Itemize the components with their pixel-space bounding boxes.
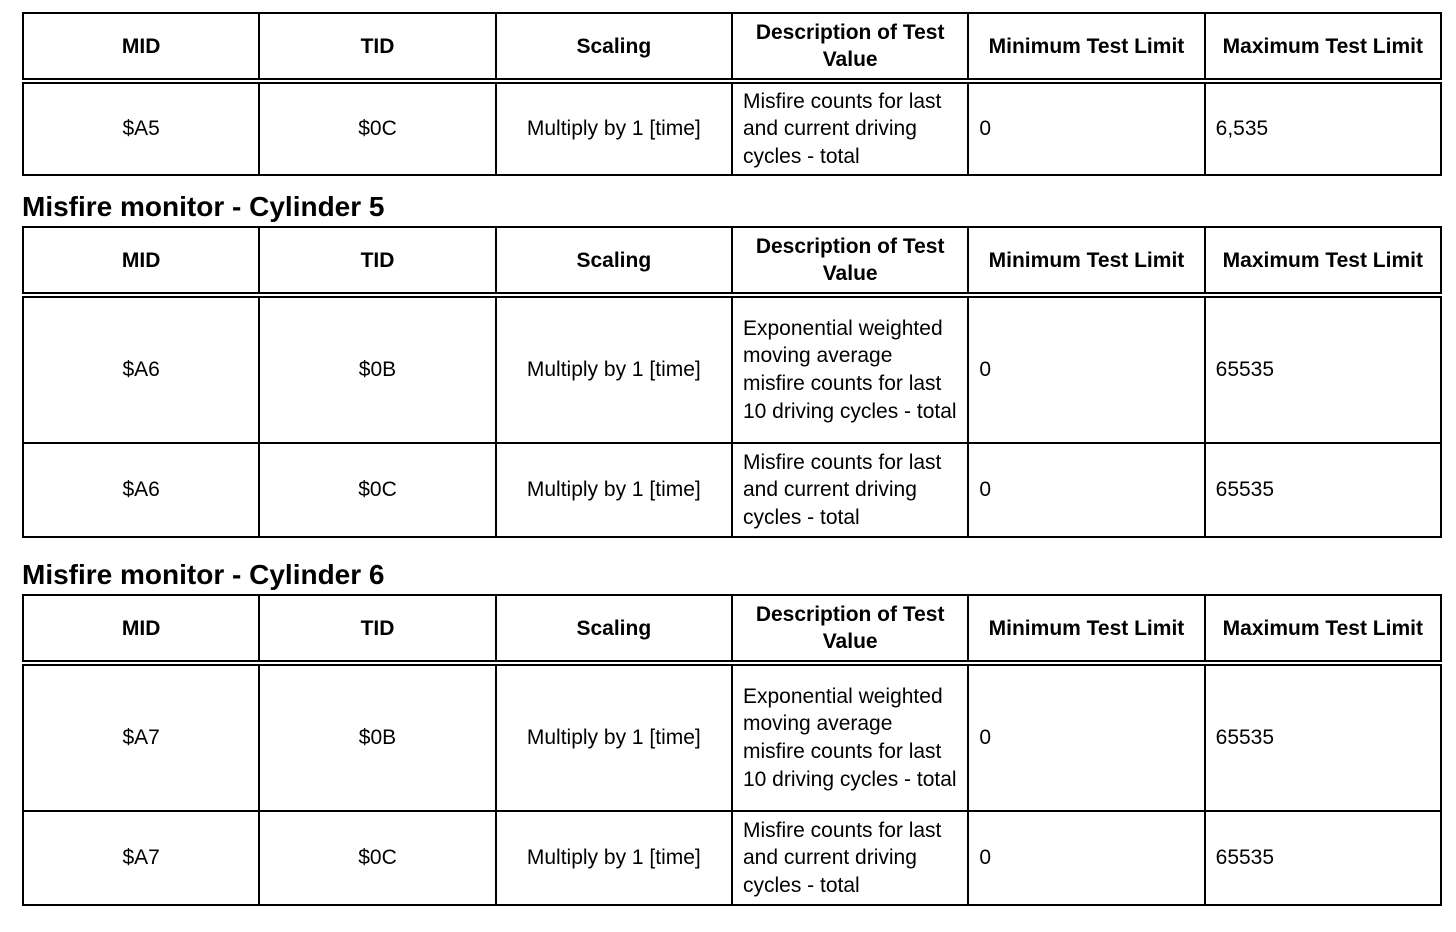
cell-description: Misfire counts for last and current driving cycles - total — [732, 443, 968, 537]
cell-min-limit: 0 — [968, 81, 1204, 175]
header-tid: TID — [259, 595, 495, 663]
cell-max-limit: 65535 — [1205, 811, 1441, 905]
cell-max-limit: 65535 — [1205, 663, 1441, 811]
test-limits-table-cylinder-5 — [22, 226, 1442, 538]
header-max-limit: Maximum Test Limit — [1205, 595, 1441, 663]
test-limits-table-cylinder-6 — [22, 594, 1442, 906]
header-row — [23, 227, 1441, 295]
cell-scaling: Multiply by 1 [time] — [496, 811, 732, 905]
cell-mid: $A6 — [23, 443, 259, 537]
cell-mid: $A5 — [23, 81, 259, 175]
header-min-limit: Minimum Test Limit — [968, 595, 1204, 663]
header-mid: MID — [23, 227, 259, 295]
table-row — [23, 443, 1441, 537]
cell-min-limit: 0 — [968, 443, 1204, 537]
table-row — [23, 295, 1441, 443]
section-title-cylinder-5: Misfire monitor - Cylinder 5 — [22, 191, 385, 222]
cell-min-limit: 0 — [968, 295, 1204, 443]
header-description: Description of Test Value — [732, 227, 968, 295]
header-scaling: Scaling — [496, 227, 732, 295]
header-description: Description of Test Value — [732, 13, 968, 81]
section-title-cylinder-6: Misfire monitor - Cylinder 6 — [22, 559, 385, 590]
cell-scaling: Multiply by 1 [time] — [496, 81, 732, 175]
header-mid: MID — [23, 595, 259, 663]
header-description: Description of Test Value — [732, 595, 968, 663]
cell-min-limit: 0 — [968, 811, 1204, 905]
header-tid: TID — [259, 227, 495, 295]
cell-description: Exponential weighted moving average misfire counts for last 10 driving cycles - total — [732, 663, 968, 811]
table-row — [23, 811, 1441, 905]
cell-tid: $0C — [259, 81, 495, 175]
cell-tid: $0B — [259, 295, 495, 443]
cell-max-limit: 65535 — [1205, 443, 1441, 537]
cell-tid: $0C — [259, 443, 495, 537]
table-row — [23, 663, 1441, 811]
cell-max-limit: 6,535 — [1205, 81, 1441, 175]
cell-mid: $A6 — [23, 295, 259, 443]
header-max-limit: Maximum Test Limit — [1205, 13, 1441, 81]
document-page — [22, 12, 1440, 906]
header-tid: TID — [259, 13, 495, 81]
header-min-limit: Minimum Test Limit — [968, 227, 1204, 295]
test-limits-table-top — [22, 12, 1442, 176]
cell-description: Misfire counts for last and current driving cycles - total — [732, 811, 968, 905]
cell-tid: $0B — [259, 663, 495, 811]
cell-max-limit: 65535 — [1205, 295, 1441, 443]
header-scaling: Scaling — [496, 595, 732, 663]
header-row — [23, 13, 1441, 81]
cell-description: Misfire counts for last and current driving cycles - total — [732, 81, 968, 175]
header-row — [23, 595, 1441, 663]
cell-mid: $A7 — [23, 663, 259, 811]
header-min-limit: Minimum Test Limit — [968, 13, 1204, 81]
cell-description: Exponential weighted moving average misfire counts for last 10 driving cycles - total — [732, 295, 968, 443]
cell-mid: $A7 — [23, 811, 259, 905]
cell-tid: $0C — [259, 811, 495, 905]
header-max-limit: Maximum Test Limit — [1205, 227, 1441, 295]
table-row — [23, 81, 1441, 175]
header-mid: MID — [23, 13, 259, 81]
cell-scaling: Multiply by 1 [time] — [496, 443, 732, 537]
cell-min-limit: 0 — [968, 663, 1204, 811]
cell-scaling: Multiply by 1 [time] — [496, 295, 732, 443]
header-scaling: Scaling — [496, 13, 732, 81]
cell-scaling: Multiply by 1 [time] — [496, 663, 732, 811]
